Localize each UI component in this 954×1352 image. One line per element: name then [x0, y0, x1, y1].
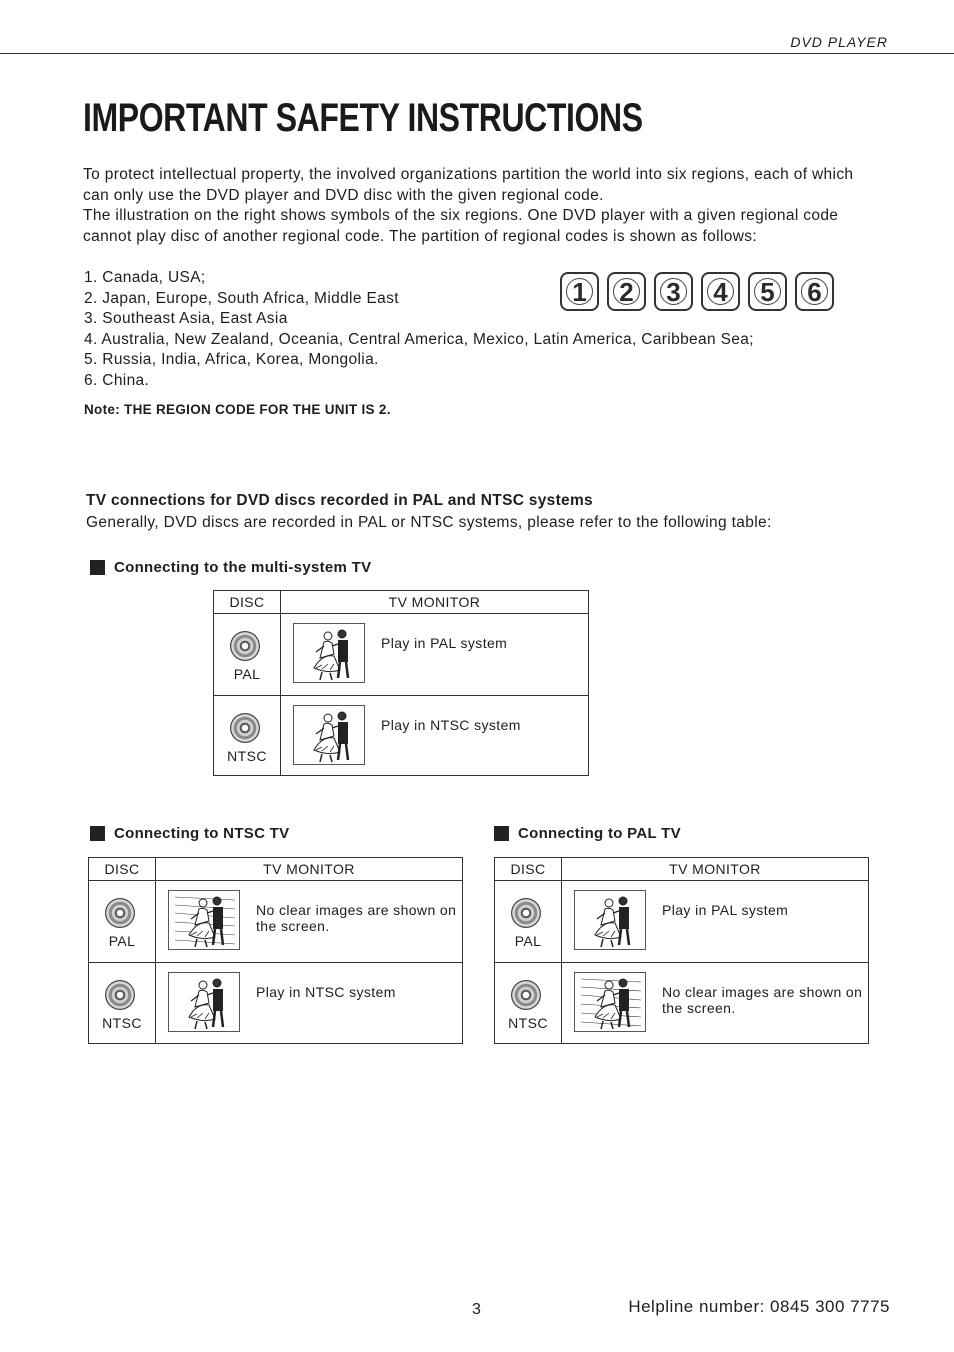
- ntsc-tv-table: [88, 857, 463, 1044]
- pal-tv-heading: Connecting to PAL TV: [494, 825, 681, 842]
- col-monitor-header: TV MONITOR: [388, 594, 481, 610]
- disc-icon: [105, 980, 135, 1010]
- page-title: IMPORTANT SAFETY INSTRUCTIONS: [83, 96, 643, 140]
- disc-label: PAL: [233, 666, 261, 682]
- dancers-image: [574, 890, 646, 950]
- region-item: 3. Southeast Asia, East Asia: [84, 310, 288, 328]
- table-row: [495, 962, 868, 1044]
- disc-icon: [230, 713, 260, 743]
- region-globe-icon: 3: [654, 272, 693, 311]
- col-disc-header: DISC: [229, 594, 265, 610]
- table-row: [89, 881, 462, 962]
- disc-label: NTSC: [102, 1015, 142, 1031]
- page-number: 3: [472, 1301, 481, 1318]
- dancers-image: [293, 705, 365, 765]
- region-note: Note: THE REGION CODE FOR THE UNIT IS 2.: [84, 402, 391, 417]
- intro-paragraph-1: To protect intellectual property, the involved organizations partition the world into six regions, each of which can only use the DVD player and DVD disc with the given regional code.: [83, 166, 854, 204]
- region-item: 6. China.: [84, 371, 150, 389]
- result-text: No clear images are shown on the screen.: [256, 902, 457, 934]
- region-icons: [560, 272, 834, 311]
- region-globe-icon: 6: [795, 272, 834, 311]
- intro-text: [83, 165, 883, 247]
- bullet-square-icon: [90, 560, 105, 575]
- pal-tv-table: [494, 857, 869, 1044]
- dancers-image: [168, 972, 240, 1032]
- disc-label: PAL: [514, 933, 542, 949]
- header-rule: [0, 53, 954, 54]
- disc-icon: [230, 631, 260, 661]
- distorted-dancers-image: [168, 890, 240, 950]
- region-item: 4. Australia, New Zealand, Oceania, Central America, Mexico, Latin America, Caribbean Sea;: [84, 330, 754, 348]
- table-row: [495, 881, 868, 962]
- result-text: No clear images are shown on the screen.: [662, 984, 863, 1016]
- result-text: Play in PAL system: [662, 902, 789, 918]
- region-item: 2. Japan, Europe, South Africa, Middle East: [84, 289, 399, 307]
- table-row: [89, 962, 462, 1044]
- disc-icon: [511, 980, 541, 1010]
- region-globe-icon: 5: [748, 272, 787, 311]
- region-globe-icon: 1: [560, 272, 599, 311]
- header-label: DVD PLAYER: [790, 34, 888, 50]
- result-text: Play in NTSC system: [381, 717, 521, 733]
- ntsc-tv-heading: Connecting to NTSC TV: [90, 825, 289, 842]
- col-disc-header: DISC: [104, 861, 140, 877]
- disc-icon: [511, 898, 541, 928]
- disc-label: NTSC: [227, 748, 267, 764]
- result-text: Play in NTSC system: [256, 984, 396, 1000]
- intro-paragraph-2: The illustration on the right shows symbols of the six regions. One DVD player with a given regional code cannot play disc of another regional code. The partition of regional codes is shown as follows:: [83, 207, 839, 245]
- region-globe-icon: 2: [607, 272, 646, 311]
- bullet-square-icon: [494, 826, 509, 841]
- col-monitor-header: TV MONITOR: [669, 861, 761, 877]
- col-monitor-header: TV MONITOR: [263, 861, 355, 877]
- tv-connections-text: Generally, DVD discs are recorded in PAL or NTSC systems, please refer to the following table:: [86, 514, 772, 531]
- region-globe-icon: 4: [701, 272, 740, 311]
- distorted-dancers-image: [574, 972, 646, 1032]
- bullet-square-icon: [90, 826, 105, 841]
- helpline-number: Helpline number: 0845 300 7775: [628, 1297, 890, 1316]
- table-row: [214, 614, 588, 695]
- result-text: Play in PAL system: [381, 635, 508, 651]
- multi-system-table: [213, 590, 589, 776]
- disc-icon: [105, 898, 135, 928]
- disc-label: PAL: [108, 933, 136, 949]
- region-item: 5. Russia, India, Africa, Korea, Mongolia.: [84, 351, 379, 369]
- multi-system-heading: Connecting to the multi-system TV: [90, 559, 371, 576]
- region-item: 1. Canada, USA;: [84, 269, 206, 286]
- table-row: [214, 695, 588, 777]
- col-disc-header: DISC: [510, 861, 546, 877]
- tv-connections-heading: TV connections for DVD discs recorded in PAL and NTSC systems: [86, 492, 593, 509]
- disc-label: NTSC: [508, 1015, 548, 1031]
- dancers-image: [293, 623, 365, 683]
